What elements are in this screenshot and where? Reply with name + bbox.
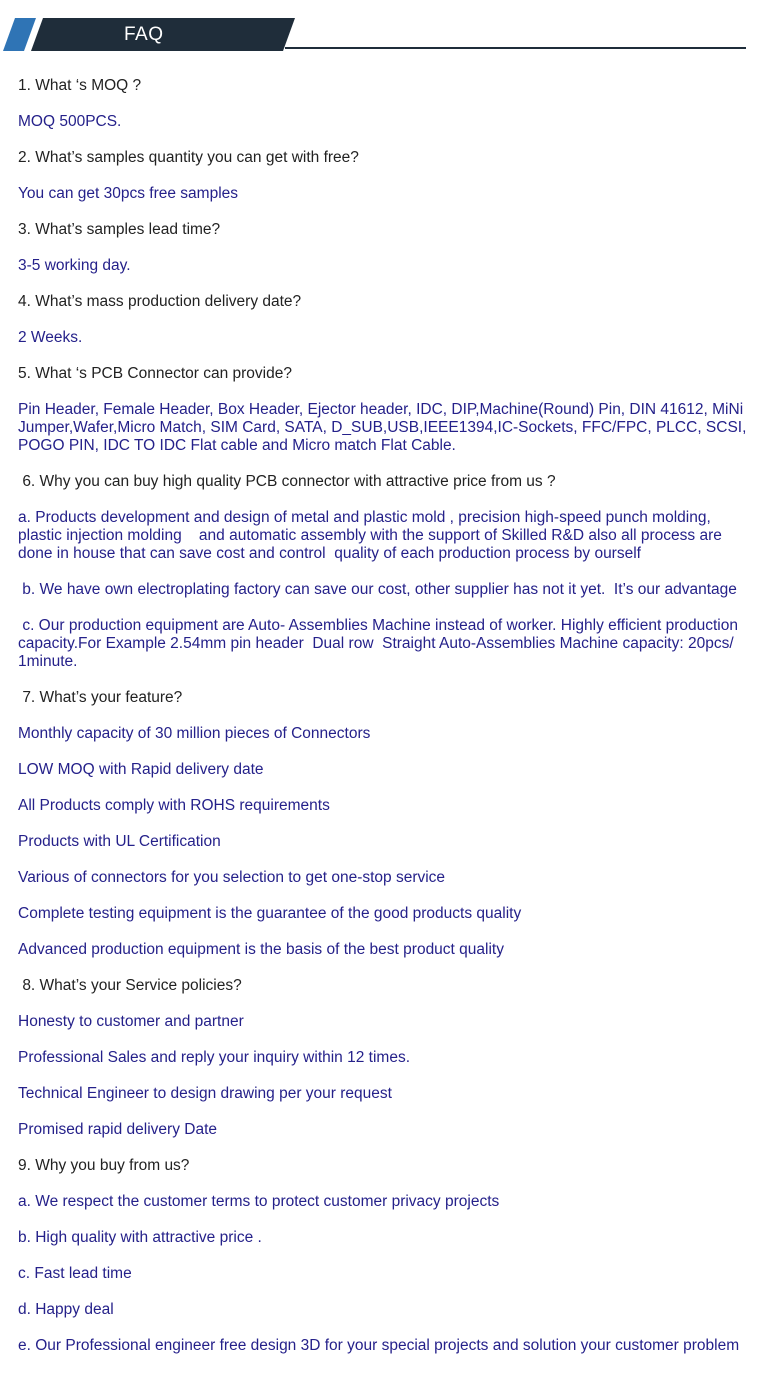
faq-question: 4. What’s mass production delivery date? <box>18 293 302 310</box>
faq-answer: LOW MOQ with Rapid delivery date <box>18 761 264 778</box>
faq-content <box>18 77 758 1373</box>
header-accent-tab <box>3 18 36 51</box>
faq-question: 1. What ‘s MOQ ? <box>18 77 142 94</box>
faq-answer: Products with UL Certification <box>18 833 221 850</box>
faq-answer: Honesty to customer and partner <box>18 1013 244 1030</box>
faq-answer: 3-5 working day. <box>18 257 131 274</box>
faq-header <box>0 0 750 60</box>
faq-answer: Complete testing equipment is the guarantee of the good products quality <box>18 905 522 922</box>
page-title: FAQ <box>124 24 164 45</box>
faq-question: 7. What’s your feature? <box>18 689 183 706</box>
faq-answer: All Products comply with ROHS requirements <box>18 797 330 814</box>
faq-question: 9. Why you buy from us? <box>18 1157 190 1174</box>
faq-answer: You can get 30pcs free samples <box>18 185 239 202</box>
faq-answer: e. Our Professional engineer free design 3D for your special projects and solution your customer problem <box>18 1337 740 1354</box>
faq-question: 3. What’s samples lead time? <box>18 221 221 238</box>
faq-answer: c. Our production equipment are Auto- Assemblies Machine instead of worker. Highly efficient production capacity.For Example 2.54mm pin header Dual row Straight Auto-Assemblies Machine capacity: 20pcs/ 1minute. <box>18 617 743 670</box>
faq-answer: a. We respect the customer terms to protect customer privacy projects <box>18 1193 500 1210</box>
faq-answer: Professional Sales and reply your inquiry within 12 times. <box>18 1049 410 1066</box>
faq-answer: Various of connectors for you selection to get one-stop service <box>18 869 446 886</box>
faq-answer: d. Happy deal <box>18 1301 114 1318</box>
faq-question: 6. Why you can buy high quality PCB connector with attractive price from us ? <box>18 473 556 490</box>
faq-answer: Technical Engineer to design drawing per your request <box>18 1085 392 1102</box>
faq-answer: Advanced production equipment is the basis of the best product quality <box>18 941 504 958</box>
faq-answer: Monthly capacity of 30 million pieces of Connectors <box>18 725 371 742</box>
faq-answer: a. Products development and design of metal and plastic mold , precision high-speed punch molding, plastic injection molding and automatic assembly with the support of Skilled R&D also all process are done in house that can save cost and control quality of each production process by ourself <box>18 509 727 562</box>
faq-answer: b. We have own electroplating factory can save our cost, other supplier has not it yet. It’s our advantage <box>18 581 737 598</box>
faq-answer: c. Fast lead time <box>18 1265 132 1282</box>
header-divider <box>285 47 746 49</box>
faq-answer: Promised rapid delivery Date <box>18 1121 218 1138</box>
faq-question: 5. What ‘s PCB Connector can provide? <box>18 365 292 382</box>
faq-answer: 2 Weeks. <box>18 329 83 346</box>
faq-answer: MOQ 500PCS. <box>18 113 122 130</box>
faq-answer: Pin Header, Female Header, Box Header, Ejector header, IDC, DIP,Machine(Round) Pin, DIN 41612, MiNi Jumper,Wafer,Micro Match, SIM Card, SATA, D_SUB,USB,IEEE1394,IC-Sockets, FFC/FPC, PLCC, SCSI, POGO PIN, IDC TO IDC Flat cable and Micro match Flat Cable. <box>18 401 751 454</box>
faq-question: 8. What’s your Service policies? <box>18 977 242 994</box>
faq-question: 2. What’s samples quantity you can get with free? <box>18 149 359 166</box>
faq-answer: b. High quality with attractive price . <box>18 1229 262 1246</box>
